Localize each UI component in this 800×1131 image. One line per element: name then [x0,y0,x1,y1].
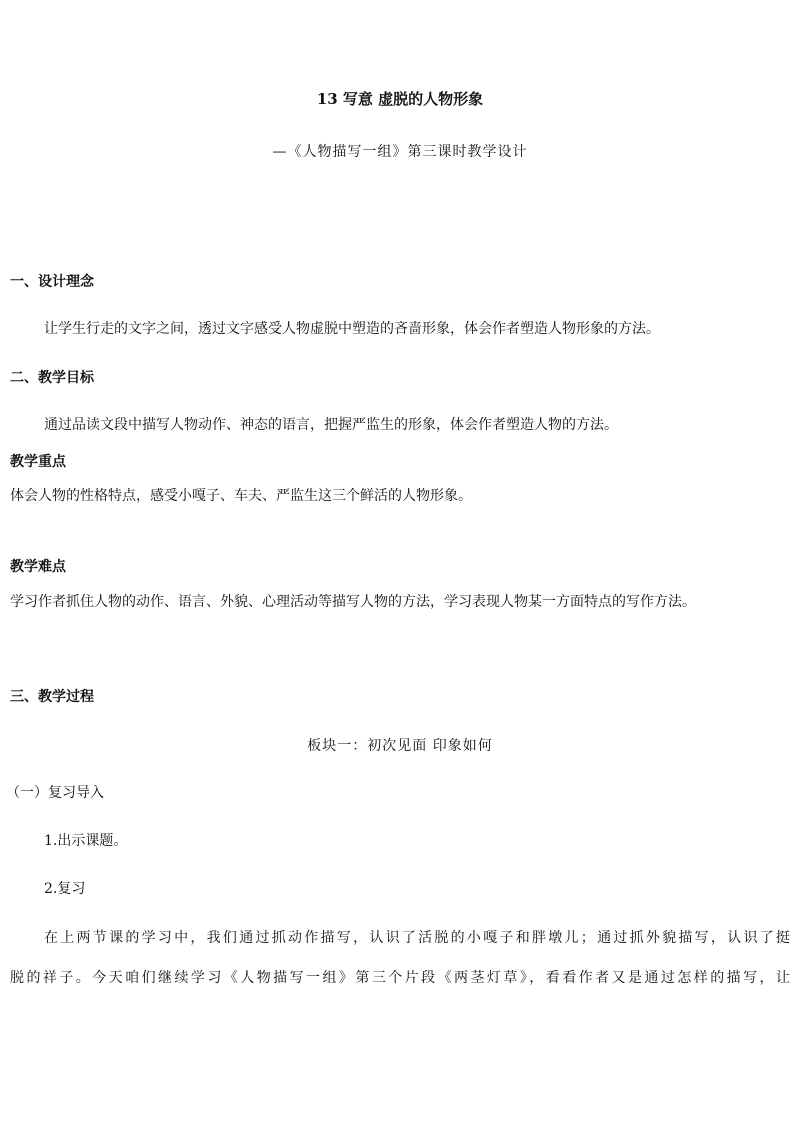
document-subtitle: —《人物描写一组》第三课时教学设计 [272,144,528,160]
teaching-goals-text: 通过品读文段中描写人物动作、神态的语言，把握严监生的形象，体会作者塑造人物的方法。 [44,417,618,433]
list-item-review: 2.复习 [44,881,86,897]
list-item-show-title: 1.出示课题。 [44,833,128,849]
key-points-heading: 教学重点 [10,454,66,470]
key-points-text: 体会人物的性格特点，感受小嘎子、车夫、严监生这三个鲜活的人物形象。 [10,488,472,504]
section-heading-design-concept: 一、设计理念 [10,274,94,290]
difficulties-heading: 教学难点 [10,559,66,575]
section-heading-teaching-process: 三、教学过程 [10,689,94,705]
document-title: 13 写意 虚脱的人物形象 [316,90,484,108]
review-paragraph-line-2: 脱的祥子。今天咱们继续学习《人物描写一组》第三个片段《两茎灯草》，看看作者又是通过怎样的描写，让 [10,970,790,986]
block-one-title: 板块一：初次见面 印象如何 [307,738,493,754]
difficulties-text: 学习作者抓住人物的动作、语言、外貌、心理活动等描写人物的方法，学习表现人物某一方面特点的写作方法。 [10,594,696,610]
review-paragraph-line-1: 在上两节课的学习中，我们通过抓动作描写，认识了活脱的小嘎子和胖墩儿；通过抓外貌描写，认识了挺 [44,930,790,946]
design-concept-text: 让学生行走的文字之间，透过文字感受人物虚脱中塑造的吝啬形象，体会作者塑造人物形象的方法。 [44,321,660,337]
review-intro-heading: （一）复习导入 [6,785,104,801]
section-heading-teaching-goals: 二、教学目标 [10,370,94,386]
